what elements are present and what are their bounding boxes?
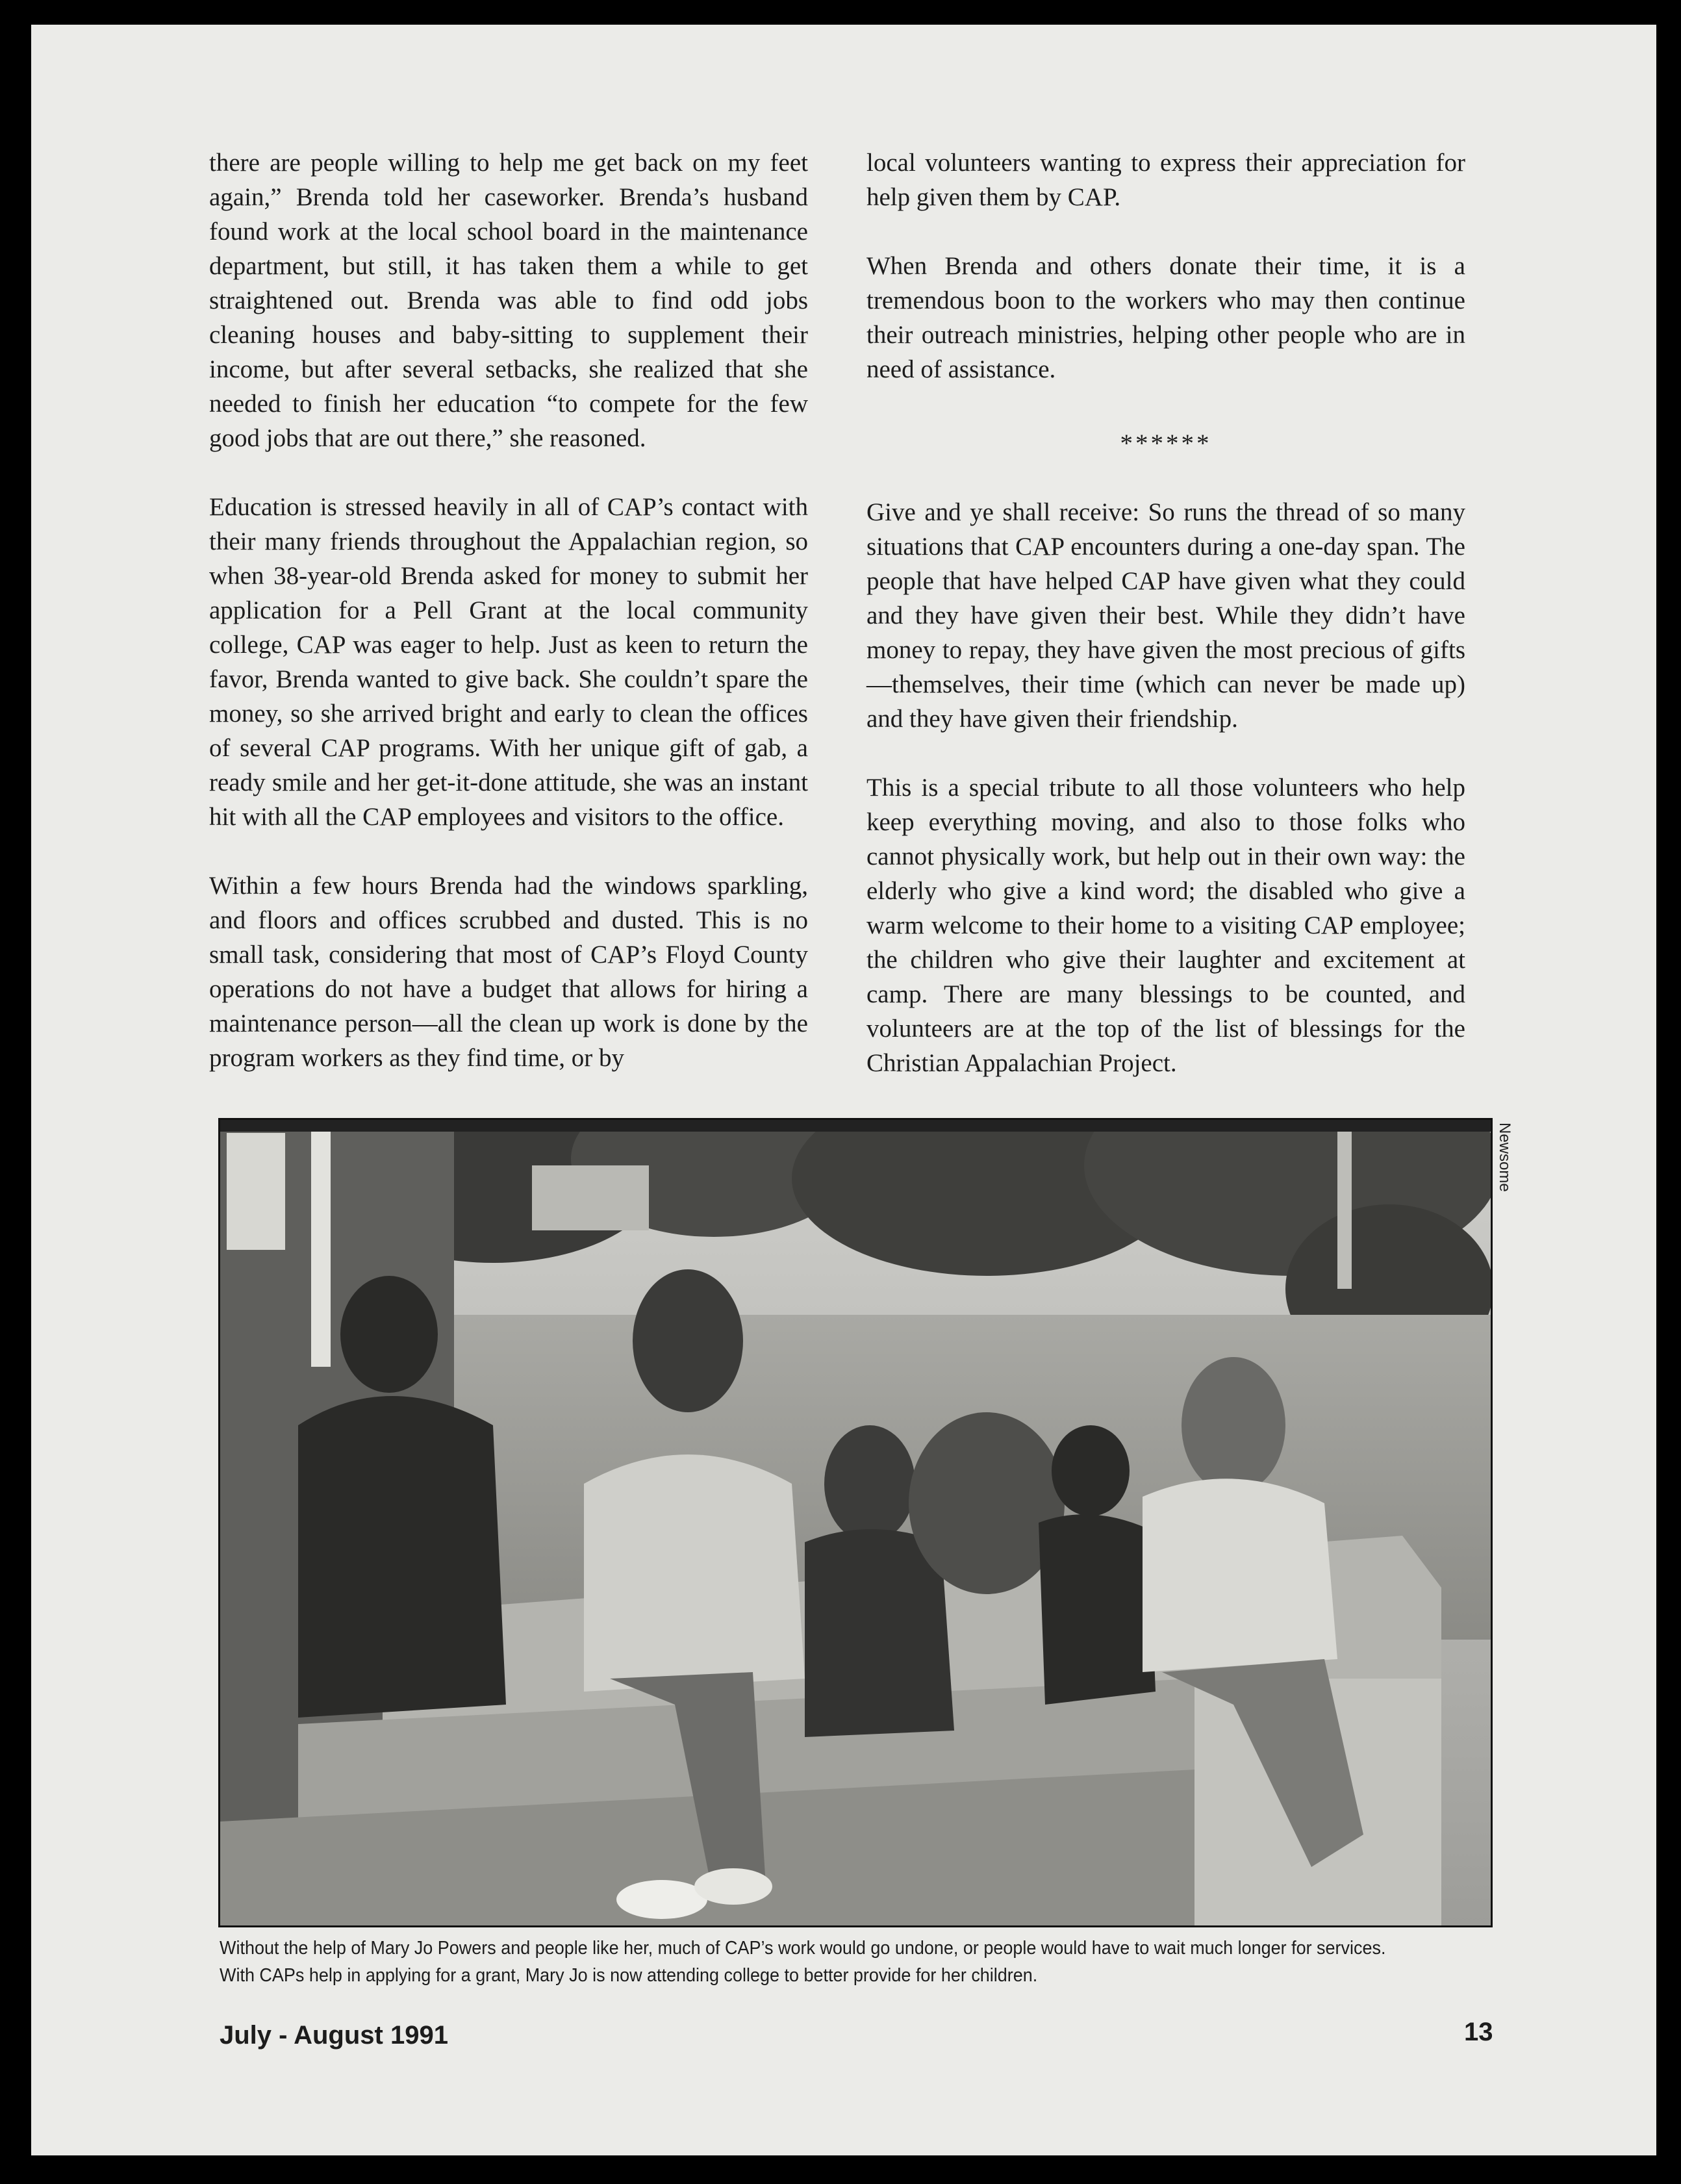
issue-date: July - August 1991 bbox=[220, 2021, 448, 2050]
body-paragraph: When Brenda and others donate their time, it is a tremendous boon to the workers who may then continue their outreach ministries, helping other people who are in need of assistance. bbox=[866, 252, 1465, 383]
photo-illustration bbox=[220, 1120, 1491, 1925]
left-text-column bbox=[209, 146, 808, 1110]
page-number: 13 bbox=[1464, 2018, 1493, 2046]
body-paragraph: Education is stressed heavily in all of CAP’s contact with their many friends throughout the Appalachian region, so when 38-year-old Brenda asked for money to submit her application for a Pell Grant at the local community college, CAP was eager to help. Just as keen to return the favor, Brenda wanted to give back. She couldn’t spare the money, so she arrived bright and early to clean the offices of several CAP programs. With her unique gift of gab, a ready smile and her get-it-done attitude, she was an instant hit with all the CAP employees and visitors to the office. bbox=[209, 493, 808, 831]
section-separator: ****** bbox=[1120, 429, 1212, 457]
body-paragraph: local volunteers wanting to express their appreciation for help given them by CAP. bbox=[866, 149, 1465, 211]
group-photo bbox=[218, 1118, 1493, 1927]
body-paragraph: Within a few hours Brenda had the windows sparkling, and floors and offices scrubbed and dusted. This is no small task, considering that most of CAP’s Floyd County operations do not have a budget that allows for hiring a maintenance person—all the clean up work is done by the program workers as they find time, or by bbox=[209, 872, 808, 1072]
body-paragraph: Give and ye shall receive: So runs the thread of so many situations that CAP encounters during a one-day span. The people that have helped CAP have given what they could and they have given their best. While they didn’t have money to repay, they have given the most precious of gifts—themselves, their time (which can never be made up) and they have given their friendship. bbox=[866, 498, 1465, 733]
magazine-page bbox=[31, 25, 1656, 2155]
body-paragraph: there are people willing to help me get back on my feet again,” Brenda told her caseworker. Brenda’s husband found work at the local school board in the maintenance department, but still, it has taken them a while to get straightened out. Brenda was able to find odd jobs cleaning houses and baby-sitting to supplement their income, but after several setbacks, she realized that she needed to finish her education “to compete for the few good jobs that are out there,” she reasoned. bbox=[209, 149, 808, 452]
right-text-column bbox=[866, 146, 1465, 1115]
body-paragraph: This is a special tribute to all those volunteers who help keep everything moving, and also to those folks who cannot physically work, but help out in their own way: the elderly who give a kind word; the disabled who give a warm welcome to their home to a visiting CAP employee; the children who give their laughter and excitement at camp. There are many blessings to be counted, and volunteers are at the top of the list of blessings for the Christian Appalachian Project. bbox=[866, 774, 1465, 1077]
photo-credit: Newsome bbox=[1496, 1123, 1513, 1192]
photo-caption: Without the help of Mary Jo Powers and people like her, much of CAP’s work would go undone, or people would have to wait much longer for services. With CAPs help in applying for a grant, Mary Jo is now attending college to better provide for her children. bbox=[220, 1938, 1386, 1986]
